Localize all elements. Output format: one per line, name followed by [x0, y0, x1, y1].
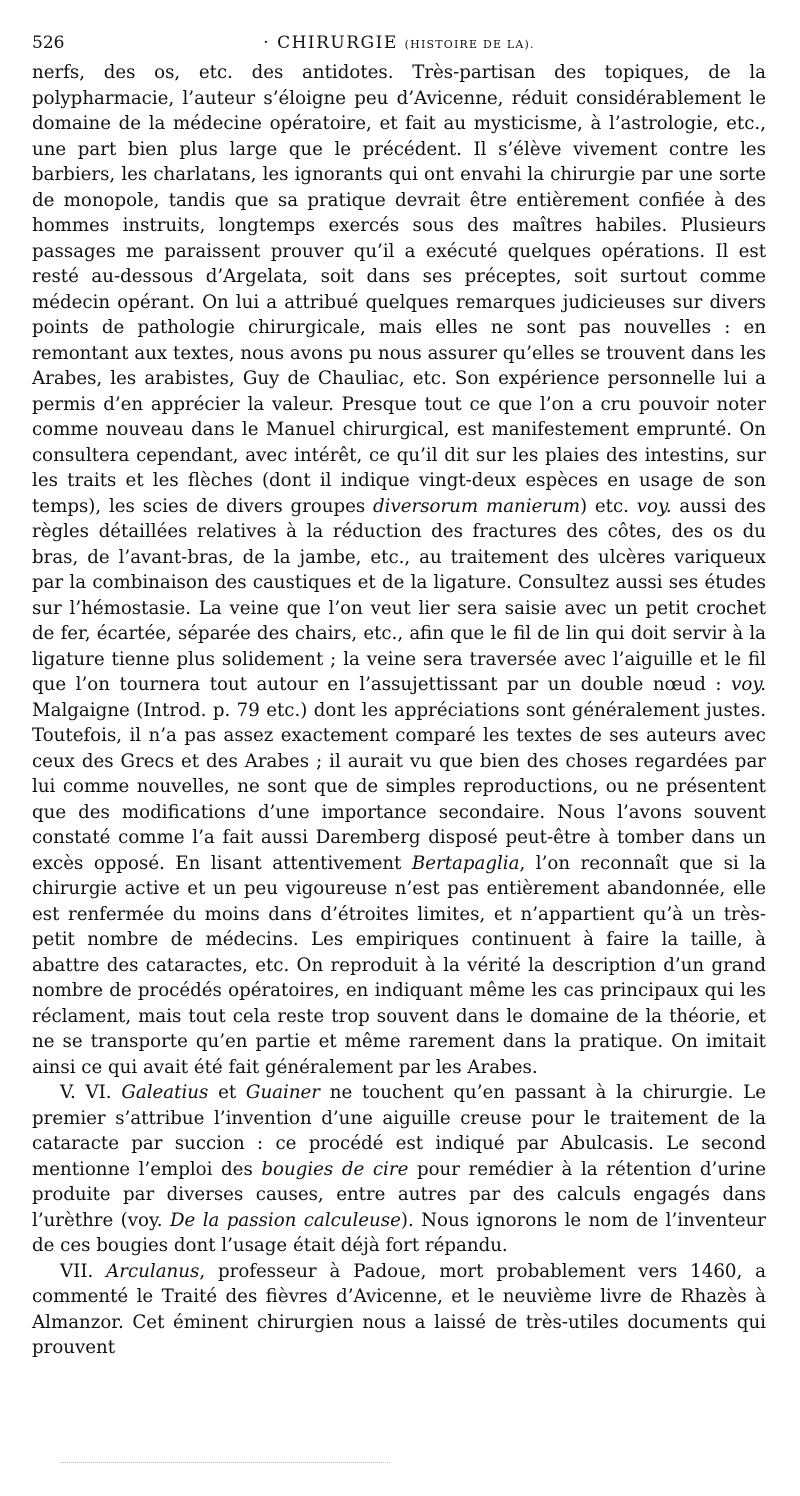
italic-text: Bertapaglia: [411, 852, 520, 874]
running-title-main: CHIRURGIE: [277, 33, 398, 53]
text-run: nerfs, des os, etc. des antidotes. Très-partisan des topiques, de la polypharmacie, l’auteur s’éloigne peu d’Avicenne, réduit considérablement le domaine de la médecine opératoire, et fait au mysticisme, à l’astrologie, etc., une part bien plus large que le précédent. Il s’élève vivement contre les barbiers, les charlatans, les ignorants qui ont envahi la chirurgie par une sorte de monopole, tandis que sa pratique devrait être entièrement confiée à des hommes instruits, longtemps exercés sous des maîtres habiles. Plusieurs passages me paraissent prouver qu’il a exécuté quelques opérations. Il est resté au-dessous d’Argelata, soit dans ses préceptes, soit surtout comme médecin opérant. On lui a attribué quelques remarques judicieuses sur divers points de pathologie chirurgicale, mais elles ne sont pas nouvelles : en remontant aux textes, nous avons pu nous assurer qu’elles se trouvent dans les Arabes, les arabistes, Guy de Chauliac, etc. Son expérience personnelle lui a permis d’en apprécier la valeur. Presque tout ce que l’on a cru pouvoir noter comme nouveau dans le Manuel chirurgical, est manifestement emprunté. On consultera cependant, avec intérêt, ce qu’il dit sur les plaies des intestins, sur les traits et les flèches (dont il indique vingt-deux espèces en usage de son temps), les scies de divers groupes: [32, 62, 766, 517]
paragraph-2: [32, 1080, 766, 1259]
text-run: ne touchent qu’en passant à la chirurgie. Le premier s’attribue l’invention d’une aiguille creuse pour le traitement de la cataracte par succion : ce procédé est indiqué par Abulcasis. Le second mentionne l’emploi des: [32, 1082, 766, 1180]
text-run: Malgaigne (Introd. p. 79 etc.) dont les appréciations sont généralement justes. Toutefois, il n’a pas assez exactement comparé les textes de ses auteurs avec ceux des Grecs et des Arabes ; il aurait vu que bien des choses regardées par lui comme nouvelles, ne sont que de simples reproductions, ou ne présentent que des modifications d’une importance secondaire. Nous l’avons souvent constaté comme l’a fait aussi Daremberg disposé peut-être à tomber dans un excès opposé. En lisant attentivement: [32, 699, 766, 874]
text-run: aussi des règles détaillées relatives à la réduction des fractures des côtes, des os du bras, de l’avant-bras, de la jambe, etc., au traitement des ulcères variqueux par la combinaison des caustiques et de la ligature. Consultez aussi ses études sur l’hémostasie. La veine que l’on veut lier sera saisie avec un petit crochet de fer, écartée, séparée des chairs, etc., afin que le fil de lin qui doit servir à la ligature tienne plus solidement ; la veine sera traversée avec l’aiguille et le fil que l’on tournera tout autour en l’assujettissant par un double nœud :: [32, 495, 766, 695]
italic-text: Galeatius: [121, 1082, 209, 1103]
italic-text: diversorum manierum: [373, 495, 580, 517]
italic-text: bougies de cire: [261, 1158, 409, 1180]
text-run: VII.: [60, 1260, 107, 1282]
running-title-sub: (HISTOIRE DE LA).: [404, 38, 535, 51]
paragraph-1: [32, 60, 766, 1080]
page-bottom-smudge: [60, 1462, 390, 1463]
italic-text: voy.: [731, 674, 766, 695]
text-run: , l’on reconnaît que si la chirurgie active et un peu vigoureuse n’est pas entièrement abandonnée, elle est renfermée du moins dans d’étroites limites, et n’appartient qu’à un très-petit nombre de médecins. Les empiriques continuent à faire la taille, à abattre des cataractes, etc. On reproduit à la vérité la description d’un grand nombre de procédés opératoires, en indiquant même les cas principaux qui les réclament, mais tout cela reste trop souvent dans le domaine de la théorie, et ne se transporte qu’en partie et même rarement dans la pratique. On imitait ainsi ce qui avait été fait généralement par les Arabes.: [32, 852, 767, 1078]
text-run: et: [208, 1082, 246, 1103]
italic-text: Guainer: [245, 1082, 320, 1103]
italic-text: De la passion calculeuse: [169, 1209, 401, 1231]
page-number: 526: [32, 33, 65, 53]
paragraph-3: [32, 1259, 766, 1361]
text-run: ) etc.: [579, 495, 637, 517]
text-run: V. VI.: [60, 1082, 122, 1103]
running-head: [32, 30, 766, 60]
text-run: , professeur à Padoue, mort probablement vers 1460, a commenté le Traité des fièvres d’Avicenne, et le neuvième livre de Rhazès à Almanzor. Cet éminent chirurgien nous a laissé de très-utiles documents qui prouvent: [32, 1260, 766, 1358]
text-run: pour remédier à la rétention d’urine produite par diverses causes, entre autres par des calculs engagés dans l’urèthre (voy.: [32, 1158, 767, 1231]
text-run: ). Nous ignorons le nom de l’inventeur de ces bougies dont l’usage était déjà fort répandu.: [32, 1209, 766, 1256]
body-text: [32, 60, 766, 1361]
italic-text: voy.: [636, 495, 672, 517]
running-title: · CHIRURGIE (HISTOIRE DE LA).: [263, 33, 535, 53]
italic-text: Arculanus: [106, 1260, 200, 1282]
